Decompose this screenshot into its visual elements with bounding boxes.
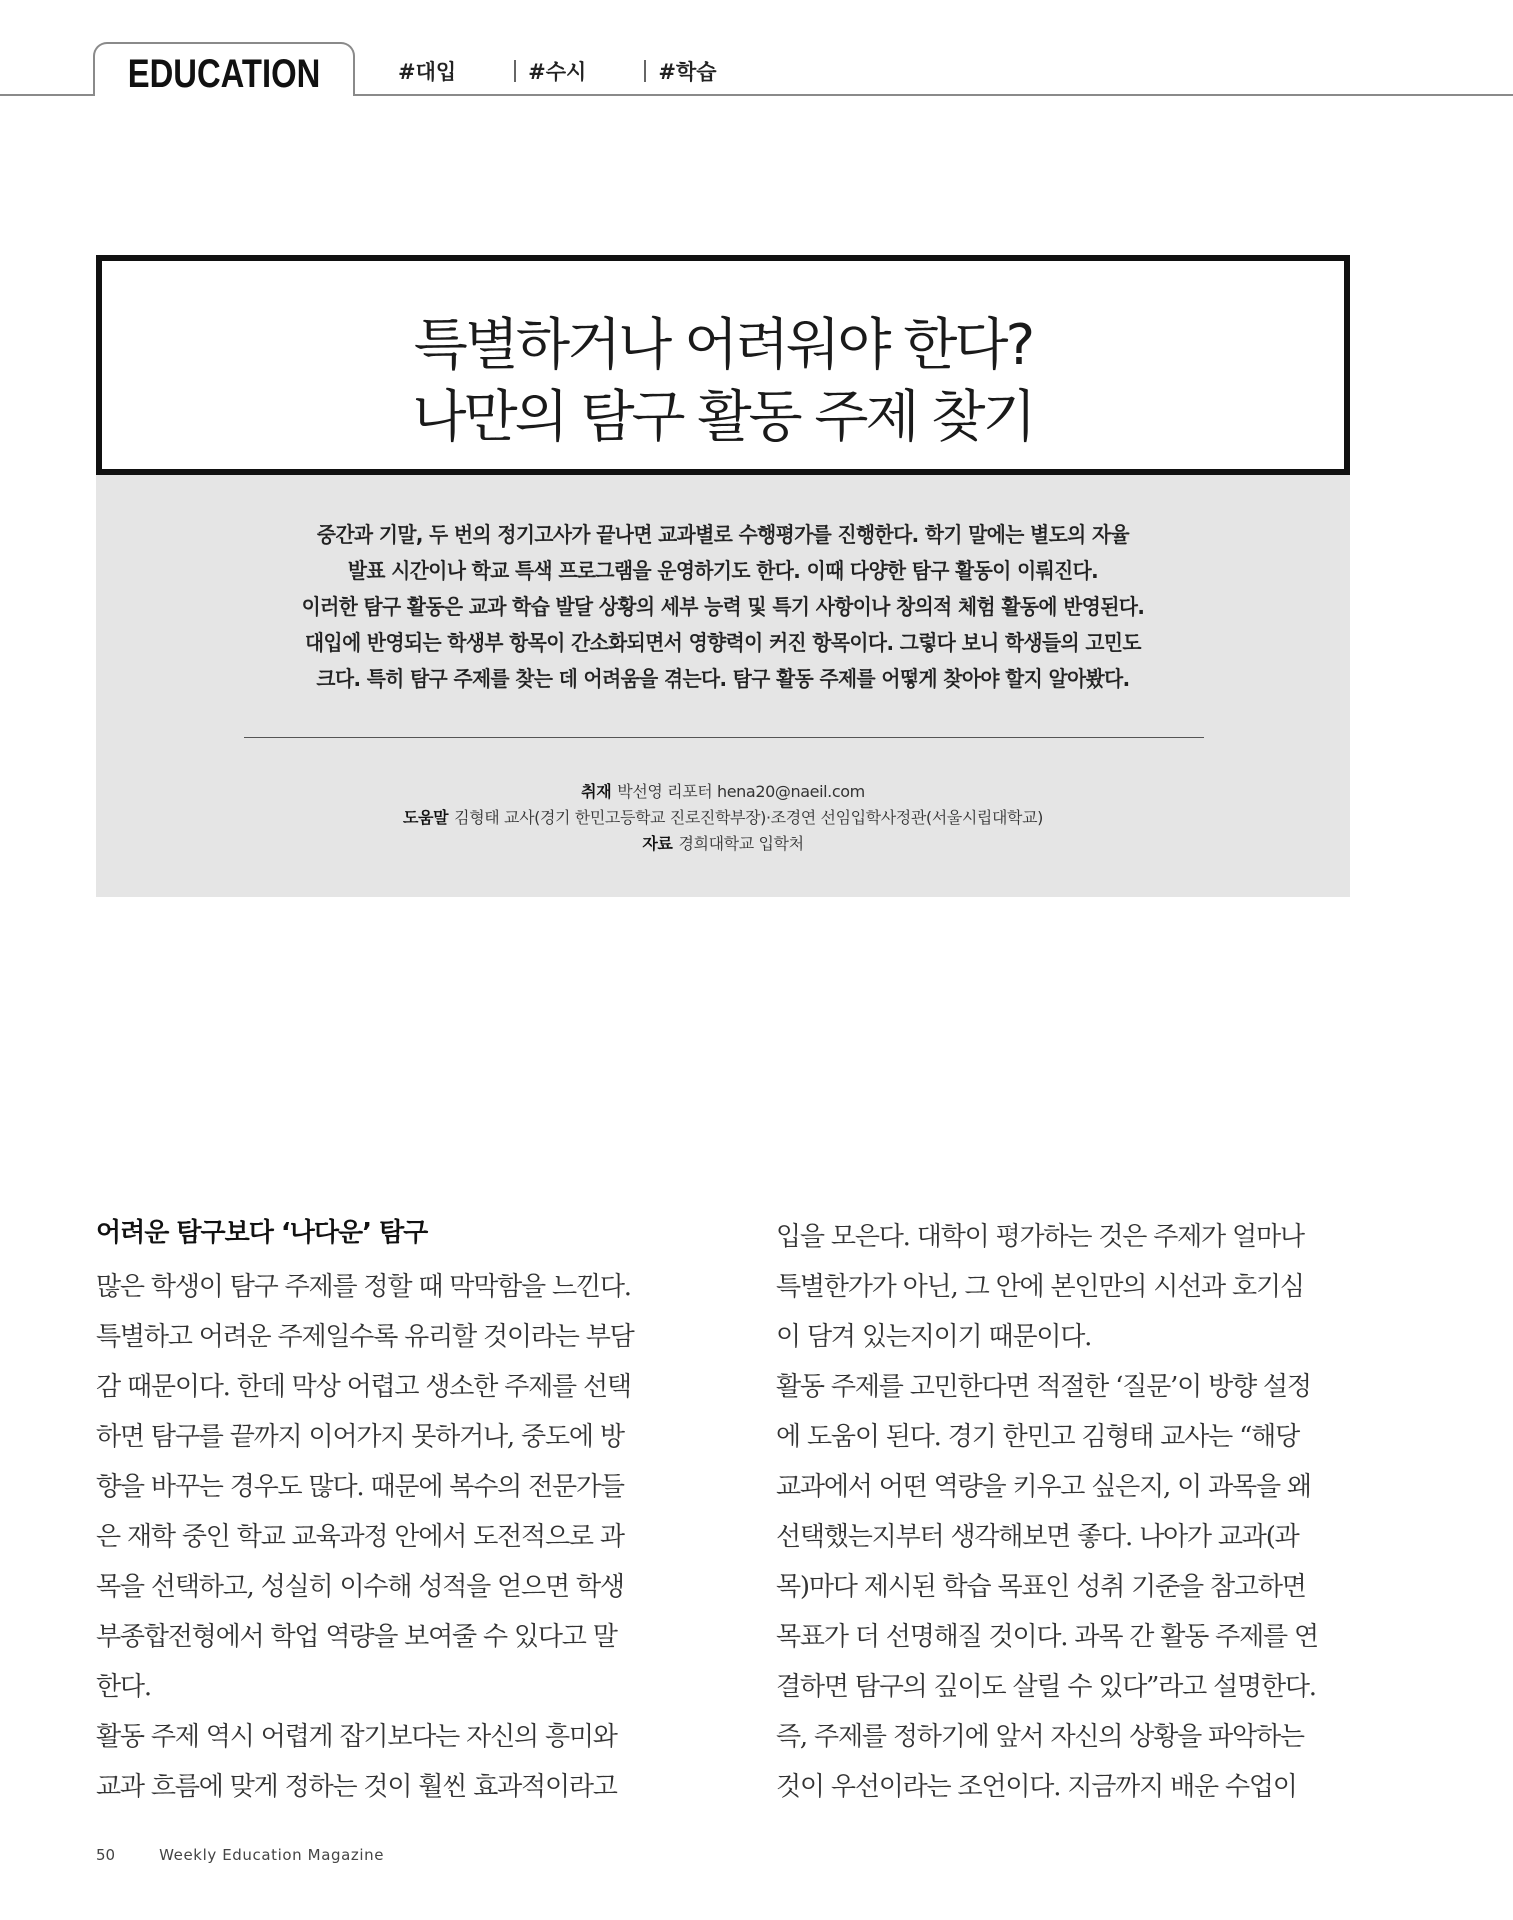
body-line: 부종합전형에서 학업 역량을 보여줄 수 있다고 말 (96, 1622, 617, 1652)
body-line: 은 재학 중인 학교 교육과정 안에서 도전적으로 과 (96, 1522, 624, 1552)
tag-divider (514, 60, 516, 82)
body-line: 즉, 주제를 정하기에 앞서 자신의 상황을 파악하는 (776, 1722, 1304, 1752)
credit-help (96, 805, 1350, 828)
lead-line: 중간과 기말, 두 번의 정기고사가 끝나면 교과별로 수행평가를 진행한다. 학기 말에는 별도의 자율 (316, 523, 1130, 547)
tag-rolling: #수시 (528, 60, 587, 84)
body-line: 선택했는지부터 생각해보면 좋다. 나아가 교과(과 (776, 1522, 1299, 1552)
tag-list (398, 56, 731, 86)
tag-admission: #대입 (398, 60, 457, 84)
lead-line: 대입에 반영되는 학생부 항목이 간소화되면서 영향력이 커진 항목이다. 그렇다 보니 학생들의 고민도 (305, 631, 1141, 655)
lead-line: 이러한 탐구 활동은 교과 학습 발달 상황의 세부 능력 및 특기 사항이나 창의적 체험 활동에 반영된다. (301, 595, 1145, 619)
credit-source (96, 831, 1350, 854)
tag-study: #학습 (658, 60, 717, 84)
body-line: 교과 흐름에 맞게 정하는 것이 훨씬 효과적이라고 (96, 1772, 617, 1802)
body-line: 활동 주제 역시 어렵게 잡기보다는 자신의 흥미와 (96, 1722, 617, 1752)
body-line: 목)마다 제시된 학습 목표인 성취 기준을 참고하면 (776, 1572, 1306, 1602)
credit-reporter (96, 779, 1350, 802)
body-line: 이 담겨 있는지이기 때문이다. (776, 1322, 1092, 1352)
article-title-line-2: 나만의 탐구 활동 주제 찾기 (412, 385, 1034, 450)
body-line: 향을 바꾸는 경우도 많다. 때문에 복수의 전문가들 (96, 1472, 624, 1502)
lead-divider (244, 737, 1204, 738)
article-title-box (96, 255, 1350, 475)
credit-source-label: 자료 (642, 834, 673, 853)
credit-help-value: 김형태 교사(경기 한민고등학교 진로진학부장)·조경연 선임입학사정관(서울시립대학교) (454, 808, 1043, 827)
body-line: 특별한가가 아닌, 그 안에 본인만의 시선과 호기심 (776, 1272, 1304, 1302)
body-line: 특별하고 어려운 주제일수록 유리할 것이라는 부담 (96, 1322, 634, 1352)
lead-box (96, 475, 1350, 897)
body-line: 감 때문이다. 한데 막상 어렵고 생소한 주제를 선택 (96, 1372, 631, 1402)
body-line: 교과에서 어떤 역량을 키우고 싶은지, 이 과목을 왜 (776, 1472, 1311, 1502)
body-line: 입을 모은다. 대학이 평가하는 것은 주제가 얼마나 (776, 1222, 1304, 1252)
credit-reporter-value: 박선영 리포터 hena20@naeil.com (617, 782, 865, 801)
body-line: 에 도움이 된다. 경기 한민고 김형태 교사는 “해당 (776, 1422, 1300, 1452)
section-tab (93, 42, 355, 96)
magazine-name: Weekly Education Magazine (159, 1846, 385, 1864)
credit-source-value: 경희대학교 입학처 (678, 834, 804, 853)
credit-reporter-label: 취재 (581, 782, 612, 801)
body-line: 목표가 더 선명해질 것이다. 과목 간 활동 주제를 연 (776, 1622, 1318, 1652)
tag-divider (644, 60, 646, 82)
article-title-line-1: 특별하거나 어려워야 한다? (413, 313, 1033, 378)
body-line: 결하면 탐구의 깊이도 살릴 수 있다”라고 설명한다. (776, 1672, 1316, 1702)
body-line: 하면 탐구를 끝까지 이어가지 못하거나, 중도에 방 (96, 1422, 624, 1452)
body-column-left (96, 1262, 674, 1812)
lead-line: 크다. 특히 탐구 주제를 찾는 데 어려움을 겪는다. 탐구 활동 주제를 어떻게 찾아야 할지 알아봤다. (316, 667, 1130, 691)
body-subheading: 어려운 탐구보다 ‘나다운’ 탐구 (96, 1218, 428, 1248)
credit-help-label: 도움말 (403, 808, 449, 827)
body-line: 활동 주제를 고민한다면 적절한 ‘질문’이 방향 설정 (776, 1372, 1311, 1402)
lead-line: 발표 시간이나 학교 특색 프로그램을 운영하기도 한다. 이때 다양한 탐구 활동이 이뤄진다. (347, 559, 1099, 583)
page-footer (96, 1843, 384, 1867)
body-line: 것이 우선이라는 조언이다. 지금까지 배운 수업이 (776, 1772, 1297, 1802)
body-line: 목을 선택하고, 성실히 이수해 성적을 얻으면 학생 (96, 1572, 624, 1602)
body-line: 한다. (96, 1672, 151, 1702)
section-title: EDUCATION (127, 52, 321, 96)
page-number: 50 (96, 1846, 116, 1864)
body-line: 많은 학생이 탐구 주제를 정할 때 막막함을 느낀다. (96, 1272, 631, 1302)
body-column-right (776, 1212, 1354, 1812)
